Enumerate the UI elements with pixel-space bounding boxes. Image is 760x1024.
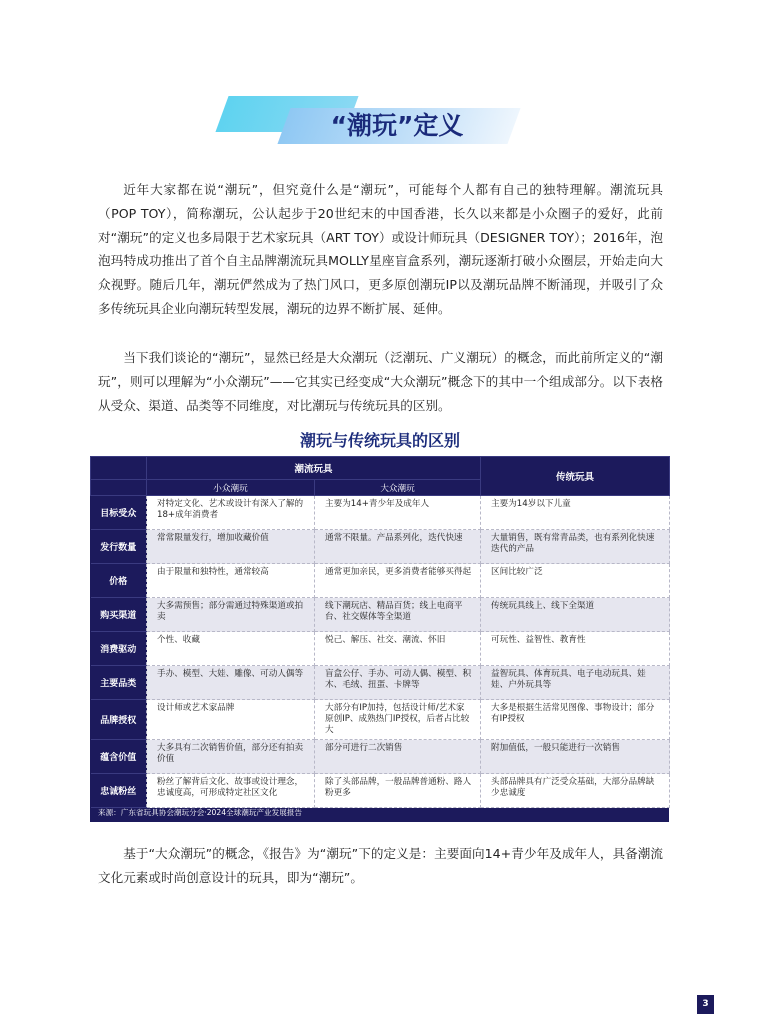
header-traditional-toys: 传统玩具 — [481, 457, 670, 496]
row-label: 忠诚粉丝 — [91, 774, 147, 808]
cell-traditional: 益智玩具、体育玩具、电子电动玩具、娃娃、户外玩具等 — [481, 666, 670, 700]
header-trend-toys: 潮流玩具 — [147, 457, 481, 480]
table-row — [91, 496, 670, 530]
row-label: 品牌授权 — [91, 700, 147, 740]
cell-niche: 手办、模型、大娃、雕像、可动人偶等 — [147, 666, 315, 700]
comparison-table-box — [90, 456, 669, 822]
cell-niche: 由于限量和独特性，通常较高 — [147, 564, 315, 598]
table-source-note: 来源：广东省玩具协会潮玩分会·2024全球潮玩产业发展报告 — [98, 808, 302, 817]
table-row — [91, 598, 670, 632]
cell-traditional: 头部品牌具有广泛受众基础，大部分品牌缺少忠诚度 — [481, 774, 670, 808]
cell-mass: 主要为14+青少年及成年人 — [315, 496, 481, 530]
cell-niche: 大多需预售；部分需通过特殊渠道或拍卖 — [147, 598, 315, 632]
cell-mass: 悦己、解压、社交、潮流、怀旧 — [315, 632, 481, 666]
section-title-banner — [222, 96, 512, 152]
cell-traditional: 附加值低，一般只能进行一次销售 — [481, 740, 670, 774]
comparison-table — [90, 456, 670, 808]
cell-traditional: 区间比较广泛 — [481, 564, 670, 598]
row-label: 发行数量 — [91, 530, 147, 564]
row-label: 购买渠道 — [91, 598, 147, 632]
row-label: 目标受众 — [91, 496, 147, 530]
cell-niche: 常常限量发行，增加收藏价值 — [147, 530, 315, 564]
table-row — [91, 666, 670, 700]
cell-mass: 通常更加亲民，更多消费者能够买得起 — [315, 564, 481, 598]
table-row — [91, 740, 670, 774]
row-label: 价格 — [91, 564, 147, 598]
cell-niche: 设计师或艺术家品牌 — [147, 700, 315, 740]
row-label: 蕴含价值 — [91, 740, 147, 774]
cell-mass: 部分可进行二次销售 — [315, 740, 481, 774]
table-row — [91, 700, 670, 740]
cell-niche: 粉丝了解背后文化、故事或设计理念，忠诚度高，可形成特定社区文化 — [147, 774, 315, 808]
cell-traditional: 大量销售，既有常青品类，也有系列化快速迭代的产品 — [481, 530, 670, 564]
cell-traditional: 主要为14岁以下儿童 — [481, 496, 670, 530]
cell-niche: 对特定文化、艺术或设计有深入了解的18+成年消费者 — [147, 496, 315, 530]
table-row — [91, 632, 670, 666]
header-niche: 小众潮玩 — [147, 480, 315, 496]
cell-niche: 个性、收藏 — [147, 632, 315, 666]
table-row — [91, 774, 670, 808]
cell-traditional: 可玩性、益智性、教育性 — [481, 632, 670, 666]
cell-traditional: 传统玩具线上、线下全渠道 — [481, 598, 670, 632]
row-label: 消费驱动 — [91, 632, 147, 666]
intro-paragraph: 近年大家都在说“潮玩”，但究竟什么是“潮玩”，可能每个人都有自己的独特理解。潮流玩具（POP TOY），简称潮玩，公认起步于20世纪末的中国香港，长久以来都是小众圈子的爱好，此前对“潮玩”的定义也多局限于艺术家玩具（ART TOY）或设计师玩具（DESIGNER TOY）；2016年，泡泡玛特成功推出了首个自主品牌潮流玩具MOLLY星座盲盒系列，潮玩逐渐打破小众圈层，开始走向大众视野。随后几年，潮玩俨然成为了热门风口，更多原创潮玩IP以及潮玩品牌不断涌现，并吸引了众多传统玩具企业向潮玩转型发展，潮玩的边界不断扩展、延伸。 — [98, 182, 663, 316]
row-label: 主要品类 — [91, 666, 147, 700]
table-row — [91, 530, 670, 564]
context-paragraph: 当下我们谈论的“潮玩”，显然已经是大众潮玩（泛潮玩、广义潮玩）的概念，而此前所定义的“潮玩”，则可以理解为“小众潮玩”——它其实已经变成“大众潮玩”概念下的其中一个组成部分。以下表格从受众、渠道、品类等不同维度，对比潮玩与传统玩具的区别。 — [98, 350, 663, 413]
page-number: 3 — [697, 995, 714, 1014]
definition-paragraph: 基于“大众潮玩”的概念，《报告》为“潮玩”下的定义是：主要面向14+青少年及成年人，具备潮流文化元素或时尚创意设计的玩具，即为“潮玩”。 — [98, 846, 663, 885]
table-title: 潮玩与传统玩具的区别 — [299, 431, 460, 450]
section-title: “潮玩”定义 — [330, 111, 464, 140]
header-blank — [91, 480, 147, 496]
header-blank — [91, 457, 147, 480]
cell-mass: 除了头部品牌，一般品牌普通粉、路人粉更多 — [315, 774, 481, 808]
cell-traditional: 大多是根据生活常见图像、事物设计；部分有IP授权 — [481, 700, 670, 740]
cell-mass: 大部分有IP加持，包括设计师/艺术家原创IP、成熟热门IP授权，后者占比较大 — [315, 700, 481, 740]
cell-mass: 盲盒公仔、手办、可动人偶、模型、积木、毛绒、扭蛋、卡牌等 — [315, 666, 481, 700]
cell-niche: 大多具有二次销售价值，部分还有拍卖价值 — [147, 740, 315, 774]
cell-mass: 线下潮玩店、精品百货；线上电商平台、社交媒体等全渠道 — [315, 598, 481, 632]
cell-mass: 通常不限量。产品系列化，迭代快速 — [315, 530, 481, 564]
table-row — [91, 564, 670, 598]
header-mass: 大众潮玩 — [315, 480, 481, 496]
